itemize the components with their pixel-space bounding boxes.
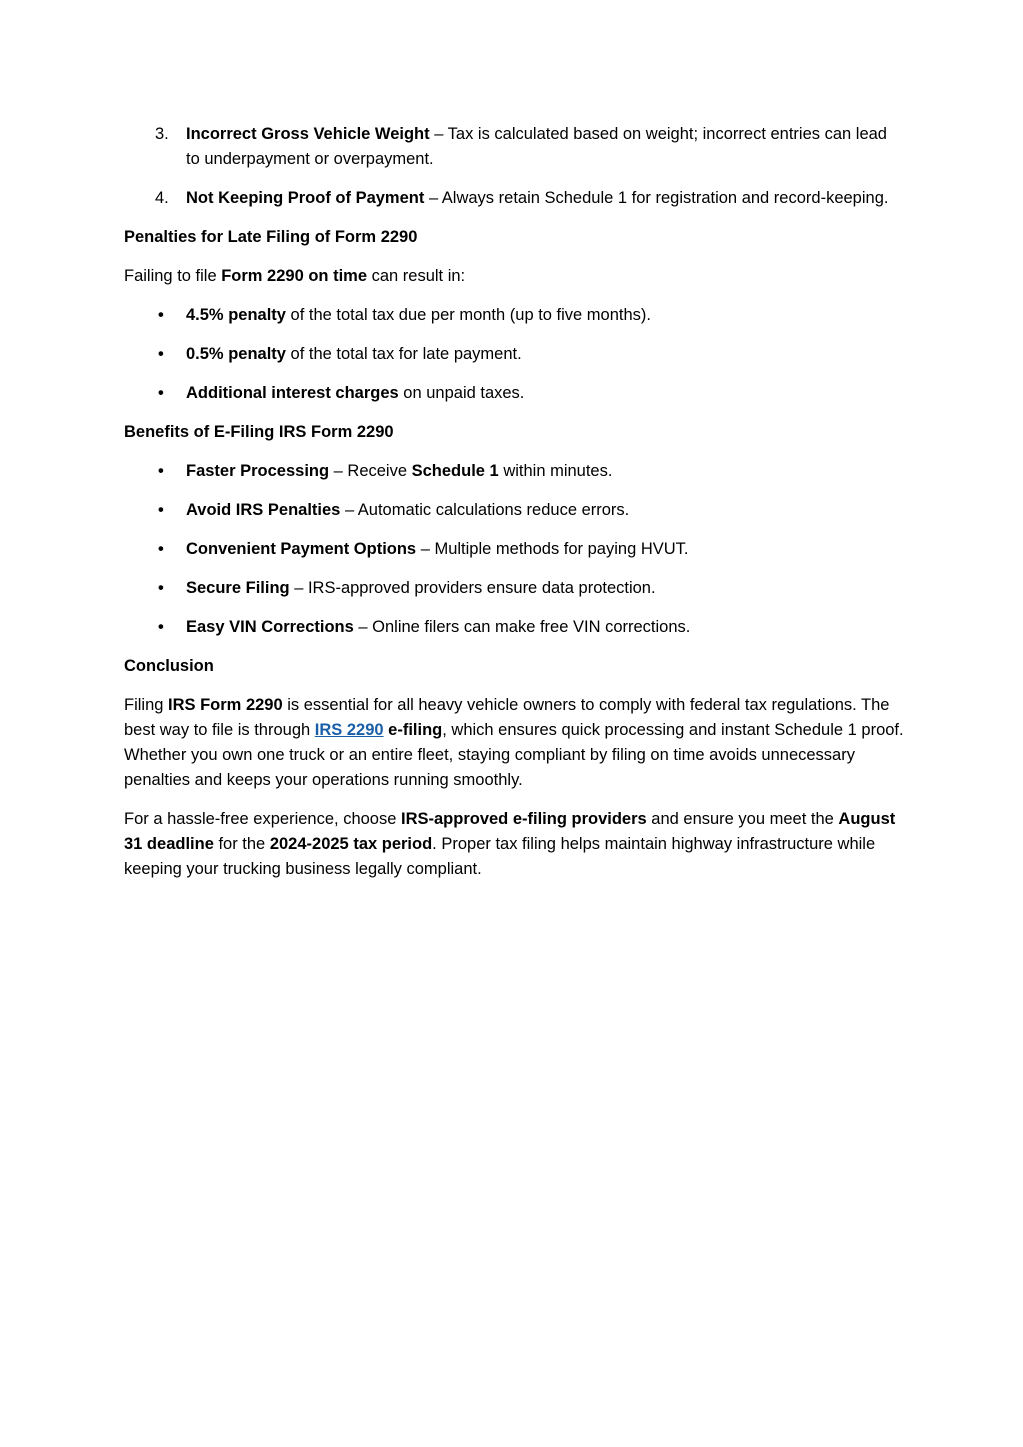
list-item: • Avoid IRS Penalties – Automatic calculations reduce errors. — [124, 498, 904, 523]
bullet-icon: • — [158, 618, 164, 636]
conclusion-heading: Conclusion — [124, 657, 214, 675]
list-item: • 4.5% penalty of the total tax due per month (up to five months). — [124, 303, 904, 328]
bullet-icon: • — [158, 540, 164, 558]
bullet-icon: • — [158, 462, 164, 480]
list-item — [124, 122, 904, 172]
bullet-icon: • — [158, 306, 164, 324]
item-text: – Tax is calculated based on weight; incorrect entries can lead to underpayment or overpayment. — [186, 125, 887, 168]
list-item: • Faster Processing – Receive Schedule 1 within minutes. — [124, 459, 904, 484]
bullet-icon: • — [158, 579, 164, 597]
bullet-icon: • — [158, 345, 164, 363]
penalties-heading: Penalties for Late Filing of Form 2290 — [124, 228, 418, 246]
item-title: Not Keeping Proof of Payment — [186, 189, 425, 207]
list-item: • Convenient Payment Options – Multiple methods for paying HVUT. — [124, 537, 904, 562]
list-item — [124, 186, 904, 211]
document-page — [124, 122, 904, 896]
list-number: 3. — [155, 125, 169, 143]
list-item: • Secure Filing – IRS-approved providers ensure data protection. — [124, 576, 904, 601]
list-item: • Additional interest charges on unpaid taxes. — [124, 381, 904, 406]
list-number: 4. — [155, 189, 169, 207]
list-item: • Easy VIN Corrections – Online filers can make free VIN corrections. — [124, 615, 904, 640]
conclusion-paragraph-1: Filing IRS Form 2290 is essential for all heavy vehicle owners to comply with federal tax regulations. The best way to file is through IRS 2290 e-filing, which ensures quick processing and instant Schedule 1 proof. Whether you own one truck or an entire fleet, staying compliant by filing on time avoids unnecessary penalties and keeps your operations running smoothly. — [124, 696, 904, 789]
benefits-heading: Benefits of E-Filing IRS Form 2290 — [124, 423, 394, 441]
penalties-list — [124, 303, 904, 406]
bullet-icon: • — [158, 384, 164, 402]
item-title: Incorrect Gross Vehicle Weight — [186, 125, 430, 143]
benefits-list — [124, 459, 904, 640]
penalties-intro: Failing to file Form 2290 on time can result in: — [124, 267, 466, 285]
list-item: • 0.5% penalty of the total tax for late payment. — [124, 342, 904, 367]
bullet-icon: • — [158, 501, 164, 519]
irs-2290-link[interactable]: IRS 2290 — [314, 721, 384, 739]
numbered-list — [124, 122, 904, 211]
conclusion-paragraph-2: For a hassle-free experience, choose IRS-approved e-filing providers and ensure you meet the August 31 deadline for the 2024-2025 tax period. Proper tax filing helps maintain highway infrastructure while keeping your trucking business legally compliant. — [124, 810, 896, 878]
item-text: – Always retain Schedule 1 for registration and record-keeping. — [424, 189, 889, 207]
